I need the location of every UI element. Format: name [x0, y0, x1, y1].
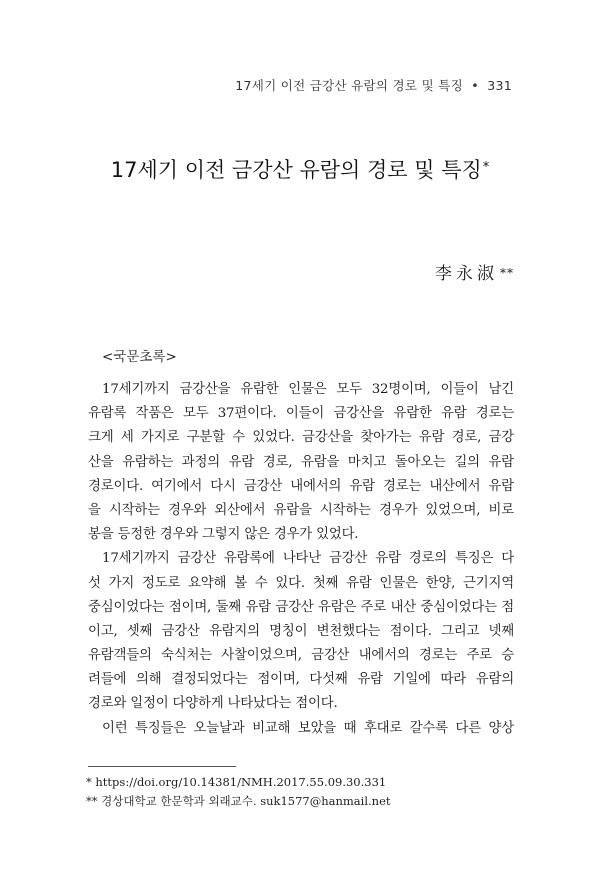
author-footnote-mark: ** [500, 266, 514, 280]
abstract-line: 봉을 등정한 경우와 그렇지 않은 경우가 있었다. [88, 527, 359, 543]
author-name [435, 259, 514, 284]
abstract-line: 려들에 의해 결정되었다는 점이며, 다섯째 유람 기일에 따라 유람의 [88, 672, 514, 688]
footnote-divider [88, 766, 236, 767]
abstract-line: 이고, 셋째 금강산 유람지의 명칭이 변천했다는 점이다. 그리고 넷째 [88, 623, 514, 639]
abstract-line: 유람객들의 숙식처는 사찰이었으며, 금강산 내에서의 경로는 주로 승 [88, 648, 514, 664]
abstract-line: 을 시작하는 경우와 외산에서 유람을 시작하는 경우가 있었으며, 비로 [88, 502, 514, 518]
abstract-body [88, 378, 514, 741]
article-title-text: 17세기 이전 금강산 유람의 경로 및 특징 [110, 158, 482, 182]
author-name-text: 李永淑 [435, 264, 498, 284]
abstract-line: 경로와 일정이 다양하게 나타났다는 점이다. [88, 696, 338, 712]
abstract-line: 경로이다. 여기에서 다시 금강산 내에서의 유람 경로는 내산에서 유람 [88, 478, 514, 494]
footnote-doi: * https://doi.org/10.14381/NMH.2017.55.09.30.331 [86, 775, 387, 789]
title-footnote-mark: * [482, 160, 490, 175]
abstract-line: 크게 세 가지로 구분할 수 있었다. 금강산을 찾아가는 유람 경로, 금강 [88, 430, 514, 446]
article-title [0, 154, 600, 184]
abstract-line: 중심이었다는 점이며, 둘째 유람 금강산 유람은 주로 내산 중심이었다는 점 [88, 599, 514, 615]
abstract-line: 이런 특징들은 오늘날과 비교해 보았을 때 후대로 갈수록 다른 양상 [102, 720, 514, 736]
footnotes [86, 773, 516, 811]
abstract-line: 17세기까지 금강산을 유람한 인물은 모두 32명이며, 이들이 남긴 [102, 382, 514, 397]
abstract-line: 유람록 작품은 모두 37편이다. 이들이 금강산을 유람한 유람 경로는 [88, 406, 514, 422]
abstract-heading: <국문초록> [102, 349, 177, 365]
header-separator: • [471, 78, 479, 93]
abstract-line: 산을 유람하는 과정의 유람 경로, 유람을 마치고 돌아오는 길의 유람 [88, 454, 514, 470]
footnote-author: ** 경상대학교 한문학과 외래교수. suk1577@hanmail.net [86, 794, 391, 808]
running-header [235, 76, 512, 94]
page-number: 331 [487, 78, 512, 93]
abstract-line: 17세기까지 금강산 유람록에 나타난 금강산 유람 경로의 특징은 다 [102, 551, 514, 567]
abstract-line: 섯 가지 정도로 요약해 볼 수 있다. 첫째 유람 인물은 한양, 근기지역 [88, 575, 514, 591]
running-title: 17세기 이전 금강산 유람의 경로 및 특징 [235, 78, 463, 93]
